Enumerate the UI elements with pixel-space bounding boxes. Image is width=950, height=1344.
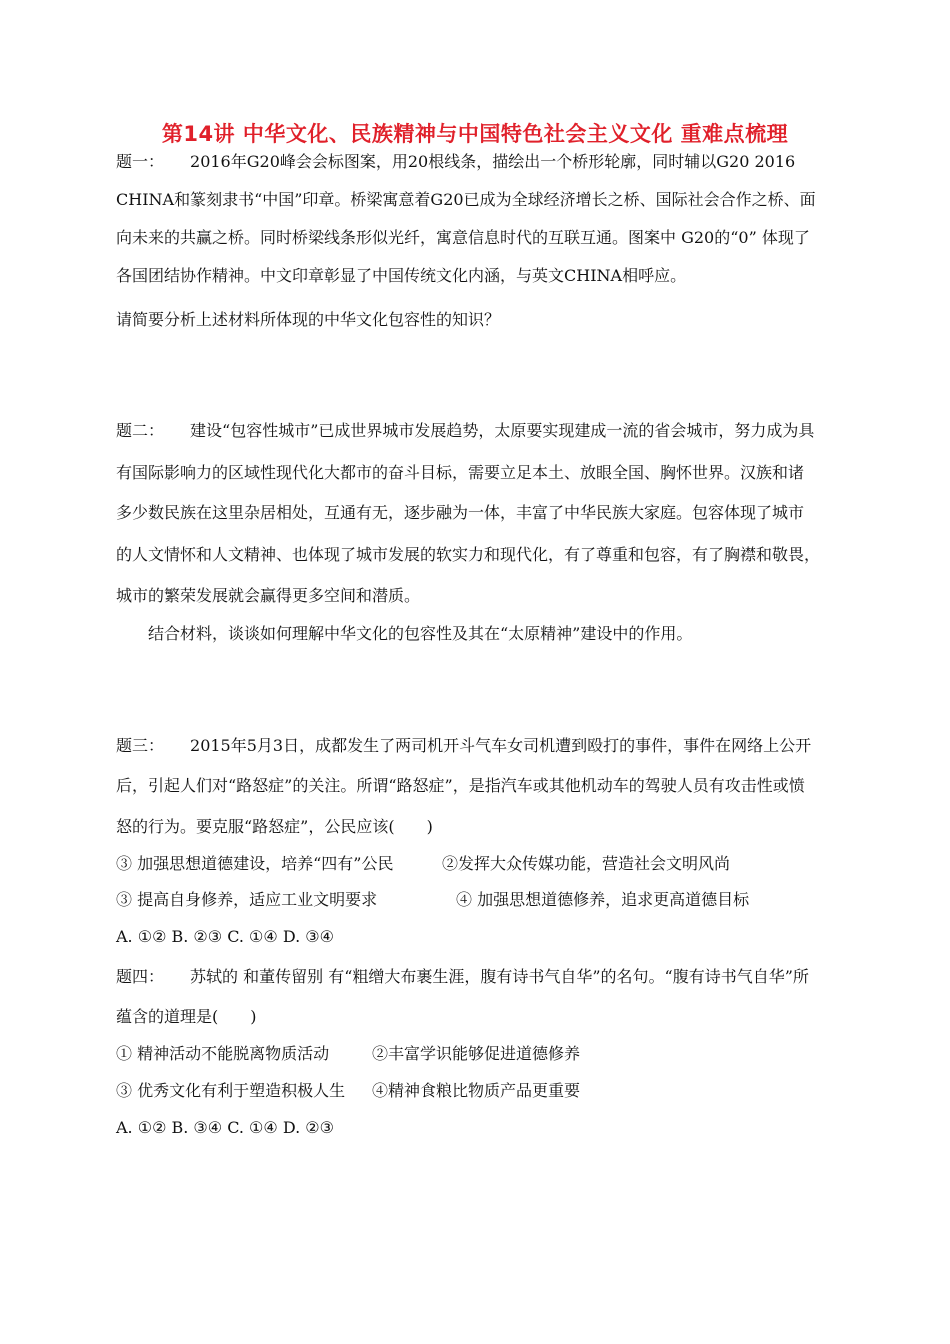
q2-text: 有国际影响力的区域性现代化大都市的奋斗目标，需要立足本土、放眼全国、胸怀世界。汉族和诸 xyxy=(116,463,805,482)
page-title: 第14讲 中华文化、民族精神与中国特色社会主义文化 重难点梳理 xyxy=(161,122,789,146)
q3-option: ④ 加强思想道德修养，追求更高道德目标 xyxy=(456,890,750,909)
q1-first-line xyxy=(116,152,795,172)
q3-option: ③ 提高自身修养，适应工业文明要求 xyxy=(116,890,378,909)
q3-first-line xyxy=(116,736,811,756)
q3-text: 怒的行为。要克服“路怒症”，公民应该( ) xyxy=(116,817,433,836)
q3-option: ③ 加强思想道德建设，培养“四有”公民 xyxy=(116,854,394,873)
q1-text: 2016年G20峰会会标图案，用20根线条，描绘出一个桥形轮廓，同时辅以G20 2016 xyxy=(190,152,796,171)
q3-text: 2015年5月3日，成都发生了两司机开斗气车女司机遭到殴打的事件，事件在网络上公开 xyxy=(190,736,812,755)
q4-answer-choices: A. ①② B. ③④ C. ①④ D. ②③ xyxy=(116,1118,334,1137)
q1-prompt: 请简要分析上述材料所体现的中华文化包容性的知识？ xyxy=(116,310,501,329)
q3-option: ②发挥大众传媒功能，营造社会文明风尚 xyxy=(442,854,731,873)
q3-text: 后，引起人们对“路怒症”的关注。所谓“路怒症”，是指汽车或其他机动车的驾驶人员有攻击性或愤 xyxy=(116,776,805,795)
q2-prompt: 结合材料，谈谈如何理解中华文化的包容性及其在“太原精神”建设中的作用。 xyxy=(148,624,693,643)
q4-option: ④精神食粮比物质产品更重要 xyxy=(372,1081,581,1100)
q4-option: ②丰富学识能够促进道德修养 xyxy=(372,1044,581,1063)
q2-text: 多少数民族在这里杂居相处，互通有无，逐步融为一体，丰富了中华民族大家庭。包容体现了城市 xyxy=(116,503,805,522)
q3-label: 题三： xyxy=(116,736,165,755)
q4-first-line xyxy=(116,967,809,987)
q2-text: 建设“包容性城市”已成世界城市发展趋势，太原要实现建成一流的省会城市，努力成为具 xyxy=(190,421,815,440)
q4-text: 苏轼的 和董传留别 有“粗缯大布裹生涯，腹有诗书气自华”的名句。“腹有诗书气自华”所 xyxy=(190,967,809,986)
q3-answer-choices: A. ①② B. ②③ C. ①④ D. ③④ xyxy=(116,927,334,946)
q1-text: 向未来的共赢之桥。同时桥梁线条形似光纤，寓意信息时代的互联互通。图案中 G20的“0” 体现了 xyxy=(116,228,810,247)
q1-text: 各国团结协作精神。中文印章彰显了中国传统文化内涵，与英文CHINA相呼应。 xyxy=(116,266,687,285)
q1-text: CHINA和篆刻隶书“中国”印章。桥梁寓意着G20已成为全球经济增长之桥、国际社会合作之桥、面 xyxy=(116,190,816,209)
q4-option: ① 精神活动不能脱离物质活动 xyxy=(116,1044,330,1063)
q2-text: 城市的繁荣发展就会赢得更多空间和潜质。 xyxy=(116,586,421,605)
q2-first-line xyxy=(116,421,814,441)
q2-text: 的人文情怀和人文精神、也体现了城市发展的软实力和现代化，有了尊重和包容，有了胸襟和敬畏， xyxy=(116,545,821,564)
q4-option: ③ 优秀文化有利于塑造积极人生 xyxy=(116,1081,346,1100)
q4-text: 蕴含的道理是( ) xyxy=(116,1007,257,1026)
q4-label: 题四： xyxy=(116,967,165,986)
q1-label: 题一： xyxy=(116,152,165,171)
q2-label: 题二： xyxy=(116,421,165,440)
